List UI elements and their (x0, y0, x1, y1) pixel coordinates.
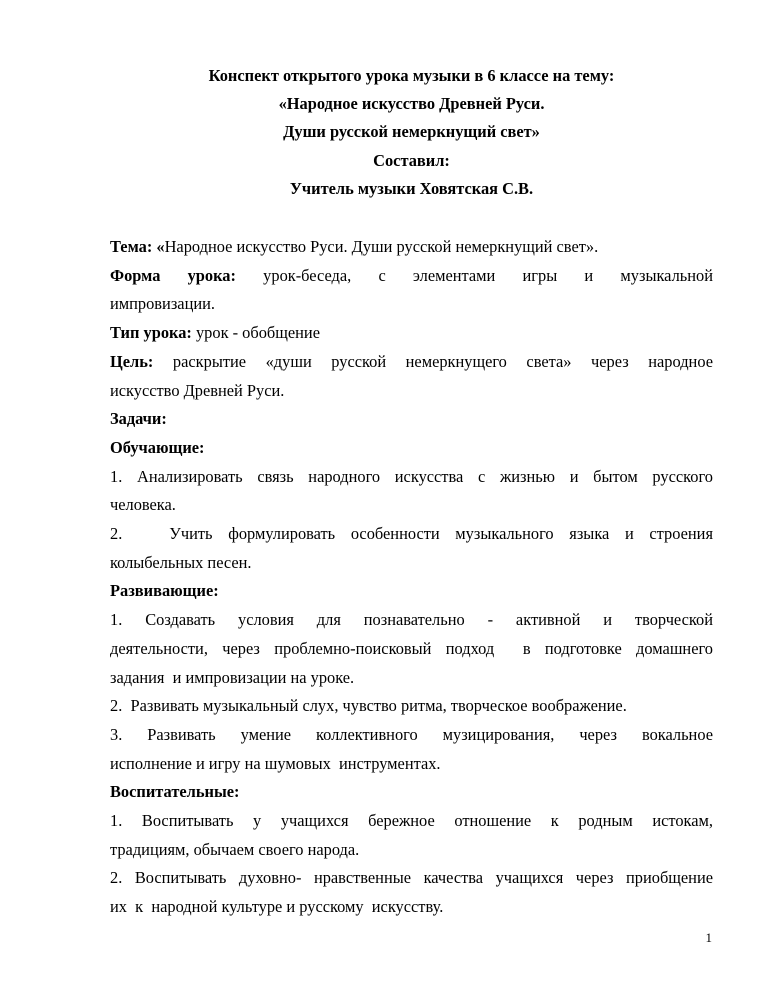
list-item-line: исполнение и игру на шумовых инструментах. (110, 753, 441, 773)
field-cel-value-line1: раскрытие «души русской немеркнущего света» через народное (172, 351, 713, 371)
document-body (110, 233, 713, 922)
section-heading: Воспитательные: (110, 782, 240, 802)
list-item (110, 721, 713, 778)
author-name: Учитель музыки Ховятская С.В. (289, 178, 534, 198)
list-item-line: 2. Воспитывать духовно- нравственные качества учащихся через приобщение (110, 868, 713, 888)
list-item (110, 692, 713, 721)
title-line-2: «Народное искусство Древней Руси. (278, 94, 545, 114)
page-number: 1 (705, 930, 712, 945)
field-cel-label: Цель: (110, 351, 154, 371)
tasks-heading: Задачи: (110, 409, 167, 429)
list-item-line: 3. Развивать умение коллективного музицирования, через вокальное (110, 724, 713, 744)
list-item (110, 520, 713, 577)
list-item-line: их к народной культуре и русскому искусству. (110, 897, 444, 917)
field-cel-value-line2: искусство Древней Руси. (110, 380, 285, 400)
field-forma-label: Форма урока: (110, 265, 236, 285)
list-item-line: 1. Воспитывать у учащихся бережное отношение к родным истокам, (110, 811, 713, 831)
field-tip-value: урок - обобщение (195, 323, 320, 343)
list-item-line: 2. Учить формулировать особенности музыкального языка и строения (110, 524, 713, 544)
list-item (110, 807, 713, 864)
field-tema-label: Тема: « (110, 237, 165, 256)
list-item-line: задания и импровизации на уроке. (110, 667, 355, 687)
list-item-line: 2. Развивать музыкальный слух, чувство ритма, творческое воображение. (110, 696, 627, 716)
title-line-3: Души русской немеркнущий свет» (283, 122, 540, 142)
list-item (110, 864, 713, 921)
field-forma-value-line2: импровизации. (110, 294, 215, 314)
field-forma (110, 262, 713, 319)
field-tip (110, 319, 713, 348)
list-item-line: традициям, обычаем своего народа. (110, 839, 360, 859)
section-heading: Обучающие: (110, 437, 205, 457)
field-tip-label: Тип урока: (110, 323, 192, 343)
list-item-line: 1. Создавать условия для познавательно - активной и творческой (110, 610, 713, 630)
author-label: Составил: (373, 150, 450, 170)
section-razvivayushchie (110, 577, 713, 778)
list-item-line: колыбельных песен. (110, 552, 252, 572)
field-forma-value-line1: урок-беседа, с элементами игры и музыкальной (263, 265, 713, 285)
field-cel (110, 348, 713, 405)
list-item (110, 606, 713, 692)
list-item-line: 1. Анализировать связь народного искусства с жизнью и бытом русского (110, 466, 713, 486)
field-tema (110, 233, 713, 262)
document-title-block (110, 62, 713, 203)
list-item (110, 463, 713, 520)
section-vospitatelnye (110, 778, 713, 922)
section-obuchayushchie (110, 434, 713, 578)
list-item-line: человека. (110, 495, 176, 515)
list-item-line: деятельности, через проблемно-поисковый подход в подготовке домашнего (110, 638, 713, 658)
section-heading: Развивающие: (110, 581, 219, 601)
title-line-1: Конспект открытого урока музыки в 6 классе на тему: (208, 66, 615, 85)
field-tema-value: Народное искусство Руси. Души русской немеркнущий свет». (164, 237, 599, 256)
